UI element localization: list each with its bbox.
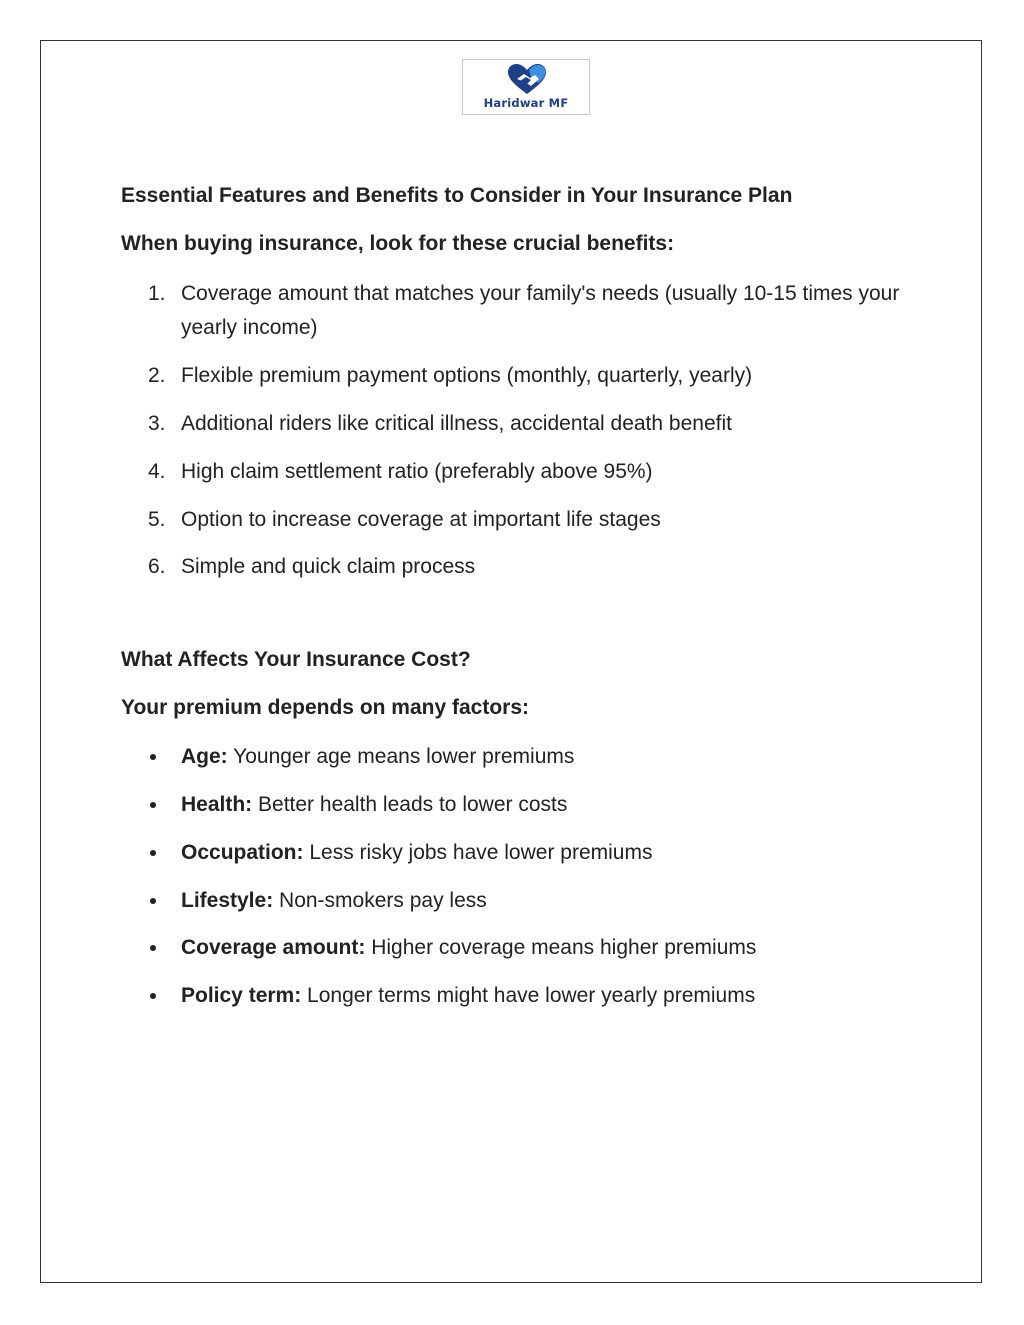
bullet-icon — [150, 993, 156, 999]
features-heading: Essential Features and Benefits to Consider in Your Insurance Plan — [121, 184, 793, 207]
factor-term: Coverage amount: — [181, 936, 366, 959]
factor-text: Non-smokers pay less — [273, 889, 487, 912]
list-number: 6. — [148, 555, 166, 578]
factor-text: Younger age means lower premiums — [227, 745, 575, 768]
list-text: High claim settlement ratio (preferably above 95%) — [181, 460, 653, 483]
factor-text: Less risky jobs have lower premiums — [303, 841, 653, 864]
list-text: Option to increase coverage at important life stages — [181, 508, 661, 531]
cost-heading: What Affects Your Insurance Cost? — [121, 648, 471, 671]
list-number: 2. — [148, 364, 166, 387]
factor-term: Lifestyle: — [181, 889, 274, 912]
factor-text: Higher coverage means higher premiums — [365, 936, 757, 959]
factor-term: Health: — [181, 793, 253, 816]
list-text: Additional riders like critical illness, accidental death benefit — [181, 412, 732, 435]
list-number: 4. — [148, 460, 166, 483]
bullet-icon — [150, 754, 156, 760]
list-number: 1. — [148, 282, 166, 305]
list-text: Flexible premium payment options (monthly, quarterly, yearly) — [181, 364, 753, 387]
handshake-heart-icon — [505, 62, 549, 96]
factor-term: Occupation: — [181, 841, 304, 864]
bullet-icon — [150, 945, 156, 951]
factor-term: Policy term: — [181, 984, 302, 1007]
logo-text: Haridwar MF — [483, 96, 569, 110]
list-text: Coverage amount that matches your family's needs (usually 10-15 times your yearly income) — [181, 282, 900, 339]
factor-text: Better health leads to lower costs — [252, 793, 568, 816]
bullet-icon — [150, 850, 156, 856]
bullet-icon — [150, 898, 156, 904]
list-number: 3. — [148, 412, 166, 435]
list-number: 5. — [148, 508, 166, 531]
cost-intro: Your premium depends on many factors: — [121, 696, 530, 719]
features-intro: When buying insurance, look for these crucial benefits: — [121, 232, 675, 255]
factor-term: Age: — [181, 745, 228, 768]
factor-text: Longer terms might have lower yearly premiums — [301, 984, 756, 1007]
bullet-icon — [150, 802, 156, 808]
logo — [462, 59, 590, 115]
list-text: Simple and quick claim process — [181, 555, 476, 578]
